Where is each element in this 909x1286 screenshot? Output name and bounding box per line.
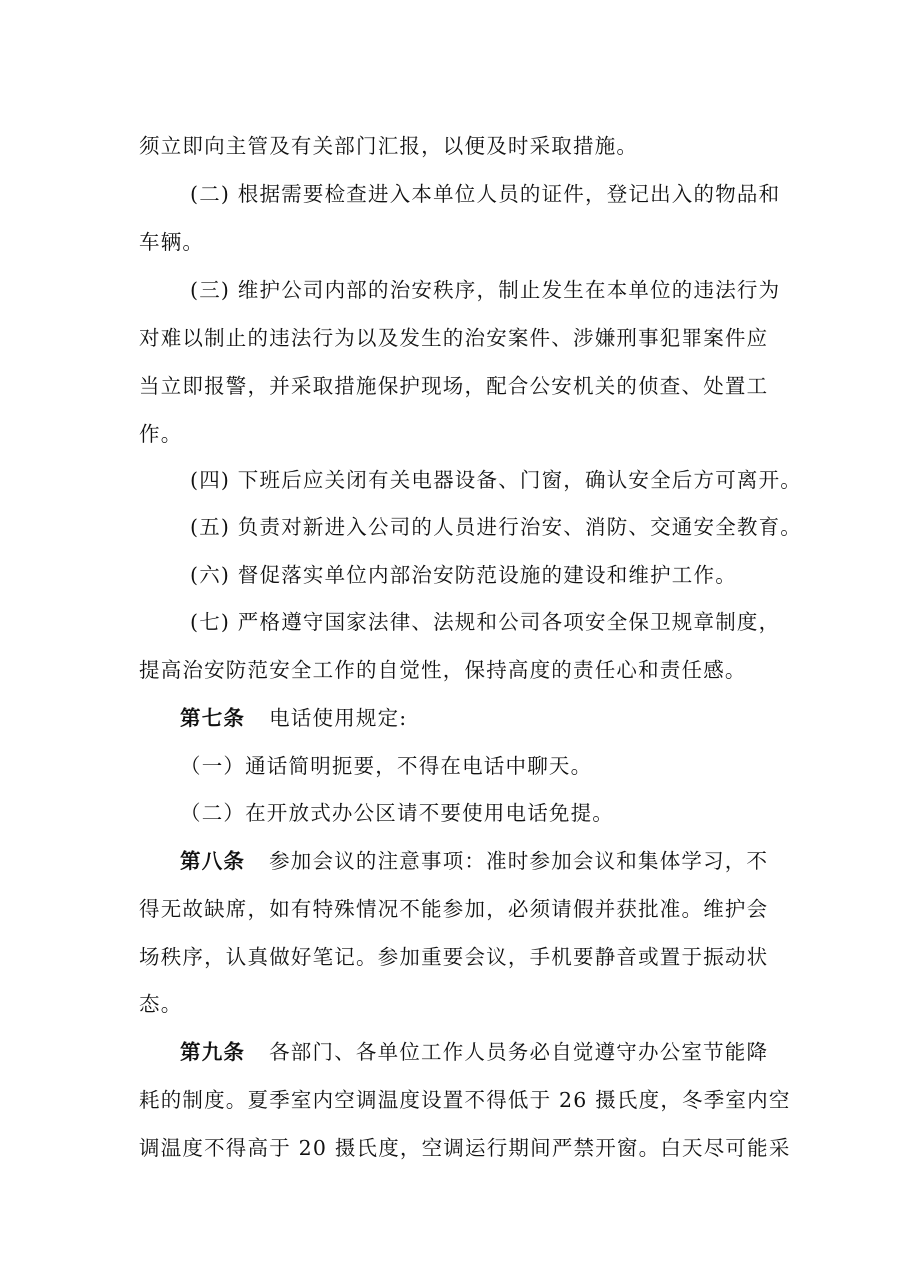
article-9-heading: 第九条 [180, 1040, 246, 1064]
paragraph-line: (六) 督促落实单位内部治安防范设施的建设和维护工作。 [190, 563, 737, 587]
article-7-heading: 第七条 [180, 706, 246, 730]
article-8-text: 参加会议的注意事项：准时参加会议和集体学习，不 [269, 849, 769, 873]
paragraph-line: 提高治安防范安全工作的自觉性，保持高度的责任心和责任感。 [139, 658, 747, 682]
paragraph-line: 作。 [139, 422, 183, 446]
article-7-line [180, 704, 407, 732]
article-7-text: 电话使用规定: [269, 706, 408, 730]
paragraph-line: 车辆。 [139, 230, 205, 254]
paragraph-line: 态。 [139, 992, 183, 1016]
paragraph-line: 得无故缺席，如有特殊情况不能参加，必须请假并获批准。维护会 [139, 897, 769, 921]
article-9-line [180, 1038, 768, 1066]
paragraph-line: 当立即报警，并采取措施保护现场，配合公安机关的侦查、处置工 [139, 374, 769, 398]
paragraph-line: (七) 严格遵守国家法律、法规和公司各项安全保卫规章制度， [190, 610, 781, 634]
paragraph-line: (四) 下班后应关闭有关电器设备、门窗，确认安全后方可离开。 [190, 468, 803, 492]
article-8-line [180, 847, 768, 875]
article-8-heading: 第八条 [180, 849, 246, 873]
paragraph-line: 耗的制度。夏季室内空调温度设置不得低于 26 摄氏度，冬季室内空 [139, 1088, 791, 1112]
paragraph-line: 须立即向主管及有关部门汇报，以便及时采取措施。 [139, 134, 639, 158]
paragraph-line: 对难以制止的违法行为以及发生的治安案件、涉嫌刑事犯罪案件应 [139, 326, 769, 350]
paragraph-line: （二）在开放式办公区请不要使用电话免提。 [180, 801, 614, 825]
article-9-text: 各部门、各单位工作人员务必自觉遵守办公室节能降 [269, 1040, 769, 1064]
paragraph-line: 调温度不得高于 20 摄氏度，空调运行期间严禁开窗。白天尽可能采 [139, 1136, 791, 1160]
paragraph-line: 场秩序，认真做好笔记。参加重要会议，手机要静音或置于振动状 [139, 945, 769, 969]
paragraph-line: (三) 维护公司内部的治安秩序，制止发生在本单位的违法行为 [190, 278, 781, 302]
paragraph-line: (二) 根据需要检查进入本单位人员的证件，登记出入的物品和 [190, 182, 781, 206]
paragraph-line: （一）通话简明扼要，不得在电话中聊天。 [180, 754, 593, 778]
paragraph-line: (五) 负责对新进入公司的人员进行治安、消防、交通安全教育。 [190, 515, 803, 539]
